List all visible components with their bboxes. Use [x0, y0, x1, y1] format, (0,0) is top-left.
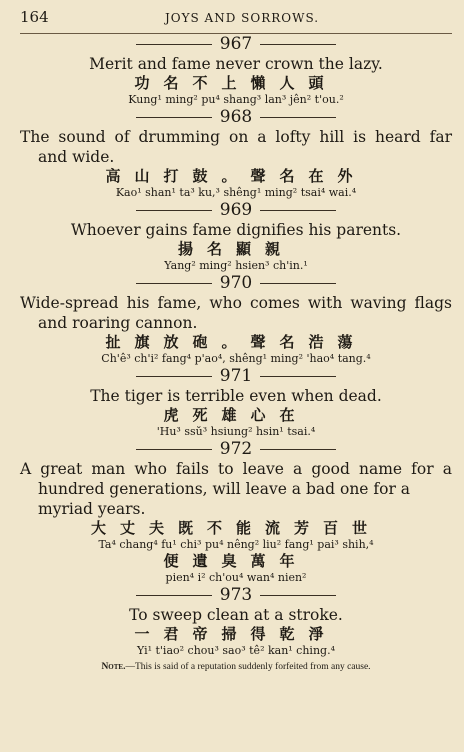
proverb-english: The tiger is terrible even when dead. [90, 387, 382, 405]
proverb-chinese-line2: 便遺臭萬年 [163, 552, 309, 570]
proverb-romanization: 'Hu³ ssŭ³ hsiung² hsin¹ tsai.⁴ [156, 425, 316, 438]
proverb-number: 967 [20, 34, 452, 54]
proverb-number: 968 [20, 107, 452, 127]
proverb-chinese: 功名不上懶人頭 [134, 74, 338, 92]
proverb-english: A great man who fails to leave a good name for a hundred generations, will leave a bad one for a myriad years. [20, 460, 452, 518]
proverb-english: Whoever gains fame dignifies his parents. [70, 221, 402, 239]
proverb-number: 973 [20, 585, 452, 605]
proverb-romanization: Ta⁴ chang⁴ fu¹ chi³ pu⁴ nêng² liu² fang¹ pai³ shih,⁴ [98, 538, 374, 551]
proverb-english: The sound of drumming on a lofty hill is heard far and wide. [20, 128, 452, 166]
proverb-chinese: 一君帝掃得乾淨 [134, 625, 338, 643]
running-header [20, 8, 452, 34]
proverb-romanization: Yang² ming² hsien³ ch'in.¹ [164, 259, 308, 272]
footnote: Note.—This is said of a reputation suddenly forfeited from any cause. [101, 662, 371, 672]
proverb-number: 972 [20, 439, 452, 459]
proverb-chinese: 扯旗放砲。聲名浩蕩 [105, 333, 367, 351]
page-number: 164 [20, 8, 49, 26]
proverb-romanization: Ch'ê³ ch'i² fang⁴ p'ao⁴, shêng¹ ming² 'hao⁴ tang.⁴ [101, 352, 371, 365]
proverb-chinese: 大丈夫既不能流芳百世 [90, 519, 381, 537]
proverb-romanization: Kao¹ shan¹ ta³ ku,³ shêng¹ ming² tsai⁴ wai.⁴ [115, 186, 357, 199]
running-title: JOYS AND SORROWS. [164, 11, 320, 25]
proverb-number: 970 [20, 273, 452, 293]
proverb-chinese: 高山打鼓。聲名在外 [105, 167, 367, 185]
proverb-romanization: Yi¹ t'iao² chou³ sao³ tê² kan¹ ching.⁴ [137, 644, 335, 657]
proverb-chinese: 揚名顯親 [177, 240, 294, 258]
proverb-english: Wide-spread his fame, who comes with waving flags and roaring cannon. [20, 294, 452, 332]
proverb-number: 969 [20, 200, 452, 220]
proverb-chinese: 虎死雄心在 [163, 406, 309, 424]
proverb-number: 971 [20, 366, 452, 386]
proverb-english: Merit and fame never crown the lazy. [89, 55, 383, 73]
proverb-romanization: Kung¹ ming² pu⁴ shang³ lan³ jên² t'ou.² [128, 93, 344, 106]
proverb-english: To sweep clean at a stroke. [129, 606, 343, 624]
proverb-romanization-line2: pien⁴ i² ch'ou⁴ wan⁴ nien² [165, 571, 307, 584]
